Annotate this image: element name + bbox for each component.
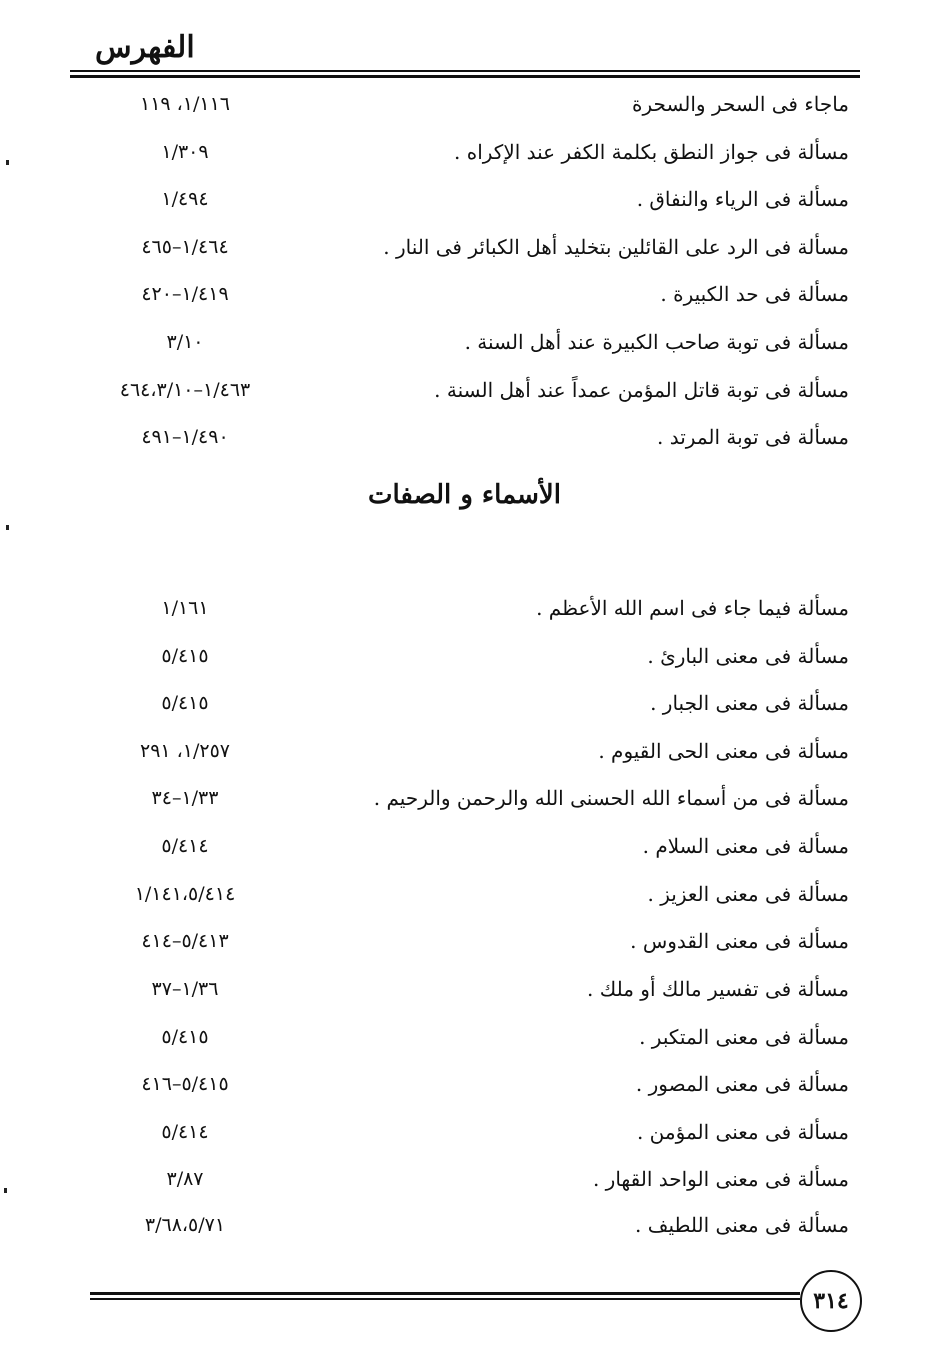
entry-text: مسألة فى معنى الجبار . [650,691,849,715]
entry-text: ماجاء فى السحر والسحرة [632,92,849,116]
entry-reference: ٣/٦٨،٥/٧١ [144,1214,226,1236]
index-entry [90,86,849,122]
entry-text: مسألة فى معنى السلام . [642,834,849,858]
entry-text: مسألة فى معنى الواحد القهار . [592,1167,849,1191]
header-rule-bottom [70,75,860,78]
index-entry [90,1207,849,1243]
page-number: ٣١٤ [813,1288,849,1314]
entry-reference: ٥/٤١٥ [161,645,209,667]
entry-text: مسألة فى جواز النطق بكلمة الكفر عند الإكراه . [454,140,849,164]
entry-text: مسألة فى توبة قاتل المؤمن عمداً عند أهل السنة . [434,378,849,402]
entry-text: مسألة فى تفسير مالك أو ملك . [587,977,849,1001]
entry-text: مسألة فى من أسماء الله الحسنى الله والرحمن والرحيم . [373,786,849,810]
index-entry [90,638,849,674]
entry-reference: ١/٣٣–٣٤ [151,787,219,809]
index-entry [90,733,849,769]
entry-reference: ١/٤٩٠–٤٩١ [141,426,229,448]
entry-reference: ١/١٦١ [161,597,209,619]
entry-text: مسألة فى توبة صاحب الكبيرة عند أهل السنة . [464,330,849,354]
index-entry [90,181,849,217]
entry-reference: ١/٣٠٩ [161,141,209,163]
index-entry [90,780,849,816]
entry-text: مسألة فى معنى القدوس . [630,929,849,953]
scan-speck [6,160,9,165]
index-entry [90,134,849,170]
entry-reference: ١/٤٦٣–٤٦٤،٣/١٠ [119,379,251,401]
index-entry [90,229,849,265]
entry-text: مسألة فى توبة المرتد . [657,425,849,449]
scan-speck [6,525,9,530]
entry-text: مسألة فى الرد على القائلين بتخليد أهل الكبائر فى النار . [383,235,849,259]
entry-reference: ٥/٤١٥–٤١٦ [141,1073,229,1095]
entry-reference: ١/٢٥٧، ٢٩١ [139,740,231,762]
entry-text: مسألة فى معنى المصور . [635,1072,849,1096]
entry-reference: ٥/٤١٤ [161,1121,209,1143]
index-entry [90,590,849,626]
entry-text: مسألة فى معنى العزيز . [647,882,849,906]
index-entry [90,971,849,1007]
entry-reference: ٥/٤١٣–٤١٤ [141,930,229,952]
entry-text: مسألة فى معنى الحى القيوم . [598,739,849,763]
entry-reference: ١/١١٦، ١١٩ [139,93,231,115]
page-header-title: الفهرس [95,30,195,65]
entry-reference: ١/٤١٩–٤٢٠ [141,283,229,305]
scan-speck [4,1188,7,1193]
index-entry [90,372,849,408]
entry-text: مسألة فى معنى المتكبر . [639,1025,849,1049]
entry-reference: ٣/١٠ [166,331,204,353]
footer-rule-top [90,1292,800,1295]
index-entry [90,324,849,360]
entry-reference: ٥/٤١٥ [161,1026,209,1048]
entry-text: مسألة فى حد الكبيرة . [660,282,849,306]
entry-reference: ١/٤٦٤–٤٦٥ [141,236,229,258]
index-entry [90,1019,849,1055]
entry-reference: ٥/٤١٤ [161,835,209,857]
entry-reference: ٥/٤١٥ [161,692,209,714]
index-entry [90,876,849,912]
entry-text: مسألة فى معنى المؤمن . [636,1120,849,1144]
entry-text: مسألة فى معنى البارئ . [647,644,849,668]
index-entry [90,1066,849,1102]
index-entry [90,419,849,455]
index-entry [90,1114,849,1150]
index-entry [90,276,849,312]
entry-reference: ٣/٨٧ [166,1168,204,1190]
index-entry [90,685,849,721]
footer-rule-bottom [90,1298,800,1300]
entry-reference: ١/١٤١،٥/٤١٤ [134,883,236,905]
entry-text: مسألة فيما جاء فى اسم الله الأعظم . [536,596,849,620]
page-number-badge [800,1270,862,1332]
entry-text: مسألة فى الرياء والنفاق . [636,187,849,211]
header-rule-top [70,70,860,72]
entry-reference: ١/٣٦–٣٧ [151,978,219,1000]
entry-reference: ١/٤٩٤ [161,188,209,210]
section-heading: الأسماء و الصفات [368,480,561,510]
index-entry [90,828,849,864]
index-entry [90,923,849,959]
entry-text: مسألة فى معنى اللطيف . [635,1213,849,1237]
index-entry [90,1161,849,1197]
